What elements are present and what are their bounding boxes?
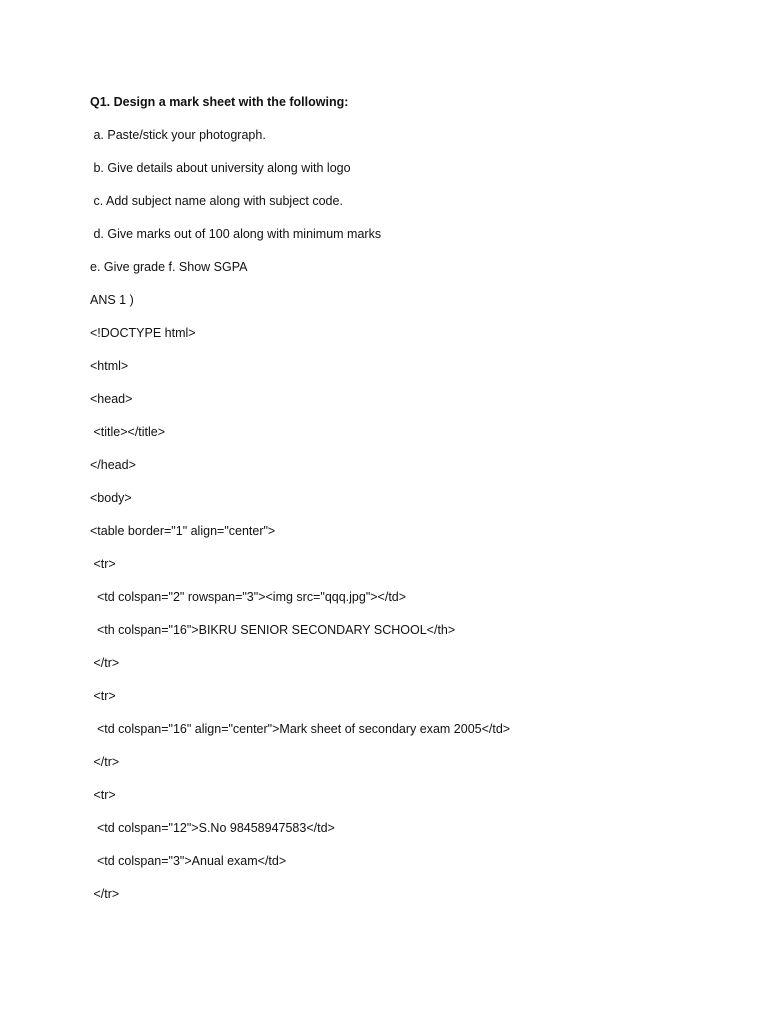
code-line: <th colspan="16">BIKRU SENIOR SECONDARY SCHOOL</th> [90, 623, 456, 637]
code-line: <body> [90, 491, 132, 505]
code-line: <title></title> [90, 425, 166, 439]
question-item-b: b. Give details about university along with logo [90, 161, 351, 175]
code-line: <tr> [90, 557, 116, 571]
question-item-c: c. Add subject name along with subject code. [90, 194, 343, 208]
code-line: <html> [90, 359, 129, 373]
code-line: <td colspan="2" rowspan="3"><img src="qqq.jpg"></td> [90, 590, 407, 604]
code-line: <tr> [90, 788, 116, 802]
code-line: <head> [90, 392, 133, 406]
code-line: <table border="1" align="center"> [90, 524, 276, 538]
question-item-e-f: e. Give grade f. Show SGPA [90, 260, 248, 274]
code-line: </tr> [90, 755, 120, 769]
document-content [90, 92, 730, 917]
code-line: <!DOCTYPE html> [90, 326, 196, 340]
code-line: <tr> [90, 689, 116, 703]
answer-label: ANS 1 ) [90, 293, 134, 307]
code-line: <td colspan="12">S.No 98458947583</td> [90, 821, 335, 835]
question-title: Q1. Design a mark sheet with the following: [90, 95, 349, 109]
code-line: <td colspan="3">Anual exam</td> [90, 854, 287, 868]
question-item-d: d. Give marks out of 100 along with minimum marks [90, 227, 382, 241]
code-line: <td colspan="16" align="center">Mark sheet of secondary exam 2005</td> [90, 722, 511, 736]
code-line: </tr> [90, 887, 120, 901]
question-item-a: a. Paste/stick your photograph. [90, 128, 266, 142]
code-line: </tr> [90, 656, 120, 670]
code-line: </head> [90, 458, 136, 472]
